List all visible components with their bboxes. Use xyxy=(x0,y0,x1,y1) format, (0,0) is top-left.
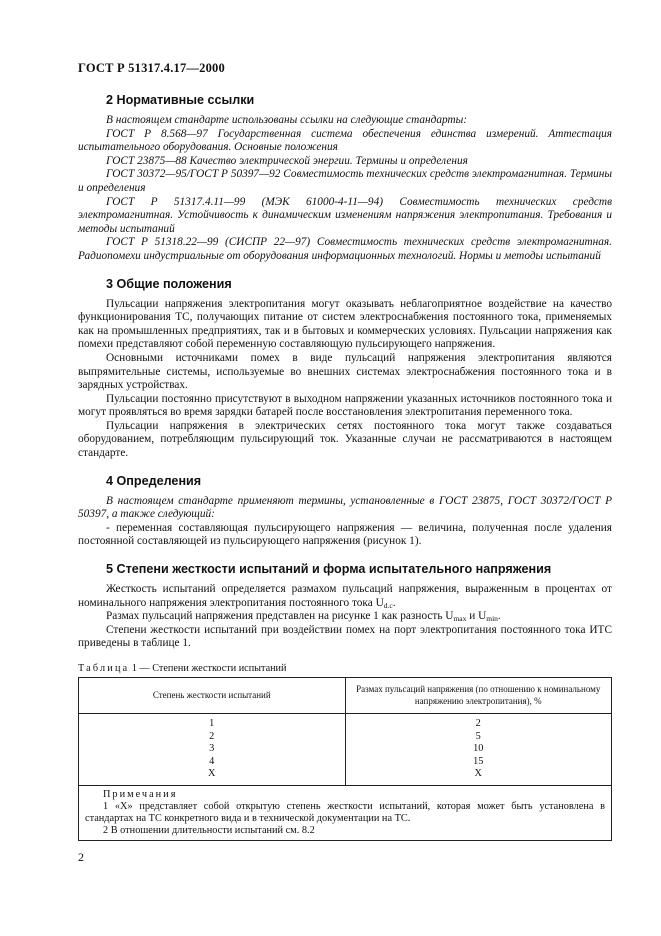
section-5-paragraph-3: Степени жесткости испытаний при воздействии помех на порт электропитания постоянного тока ИТС приведены в таблице 1. xyxy=(78,623,612,650)
table-notes: Примечания 1 «X» представляет собой открытую степень жесткости испытаний, которая может быть установлена в стандартах на ТС конкретного вида и в технической документации на ТС. 2 В отношении длительности испытаний см. 8.2 xyxy=(79,785,612,840)
section-4-intro: В настоящем стандарте применяют термины, установленные в ГОСТ 23875, ГОСТ 30372/ГОСТ Р 50397, а также следующий: xyxy=(78,494,612,521)
document-body xyxy=(78,92,612,841)
section-5-paragraph-2: Размах пульсаций напряжения представлен на рисунке 1 как разность $U_{max}$ и $U_{min}$. xyxy=(106,610,501,624)
reference-item: ГОСТ 30372—95/ГОСТ Р 50397—92 Совместимость технических средств электромагнитная. Термины и определения xyxy=(78,168,612,194)
table-row xyxy=(79,714,612,786)
section-3-paragraph: Пульсации постоянно присутствуют в выходном напряжении указанных источников постоянного тока и могут проявляться во время зарядки батарей после восстановления электропитания переменного тока. xyxy=(78,392,612,419)
table-note: 1 «X» представляет собой открытую степень жесткости испытаний, которая может быть установлена в стандартах на ТС конкретного вида и в технической документации на ТС. xyxy=(85,800,605,824)
value-cell: 2 5 10 15 X xyxy=(345,714,612,786)
reference-item: ГОСТ Р 51317.4.11—99 (МЭК 61000-4-11—94) Совместимость технических средств электромагнитная. Устойчивость к динамическим изменениям напряжения электропитания. Требования и методы испытаний xyxy=(78,195,612,235)
document-header: ГОСТ Р 51317.4.17—2000 xyxy=(78,61,225,75)
section-3-paragraph: Пульсации напряжения электропитания могут оказывать неблагоприятное воздействие на качество функционирования ТС, получающих питание от систем электроснабжения постоянного тока, применяемых как на промышленных предприятиях, так и в бытовых и коммерческих условиях. Пульсации напряжения как помехи представляют собой переменную составляющую пульсирующего напряжения. xyxy=(78,297,612,351)
section-3-paragraph: Основными источниками помех в виде пульсаций напряжения электропитания являются выпрямительные системы, используемые во внешних системах электроснабжения постоянного тока и в зарядных устройствах. xyxy=(78,351,612,392)
severity-levels-table xyxy=(78,677,612,841)
section-2-intro: В настоящем стандарте использованы ссылки на следующие стандарты: xyxy=(106,114,468,126)
section-4-heading: 4 Определения xyxy=(106,473,202,488)
reference-item: ГОСТ Р 8.568—97 Государственная система обеспечения единства измерений. Аттестация испытательного оборудования. Основные положения xyxy=(78,127,612,154)
reference-item: ГОСТ 23875—88 Качество электрической энергии. Термины и определения xyxy=(106,154,468,167)
section-5-paragraph-1: Жесткость испытаний определяется размахом пульсаций напряжения, выраженным в процентах от номинального напряжения электропитания постоянного тока $U_{d.c}$. xyxy=(78,583,612,610)
section-3-heading: 3 Общие положения xyxy=(106,276,232,291)
section-2-heading: 2 Нормативные ссылки xyxy=(106,93,255,107)
table-notes-row xyxy=(79,785,612,840)
table-header-level: Степень жесткости испытаний xyxy=(79,678,346,714)
page-number: 2 xyxy=(78,850,84,864)
level-cell: 1 2 3 4 X xyxy=(79,714,346,786)
reference-item: ГОСТ Р 51318.22—99 (СИСПР 22—97) Совместимость технических средств электромагнитная. Радиопомехи индустриальные от оборудования информационных технологий. Нормы и методы испытаний xyxy=(78,236,612,262)
table-note: 2 В отношении длительности испытаний см. 8.2 xyxy=(103,824,315,836)
table-caption: Таблица 1 — Степени жесткости испытаний xyxy=(78,663,287,674)
section-4-definition: - переменная составляющая пульсирующего напряжения — величина, полученная после удаления постоянной составляющей из пульсирующего напряжения (рисунок 1). xyxy=(78,521,612,548)
section-5-heading: 5 Степени жесткости испытаний и форма испытательного напряжения xyxy=(106,562,552,577)
section-3-paragraph: Пульсации напряжения в электрических сетях постоянного тока могут также создаваться оборудованием, потребляющим пульсирующий ток. Указанные случаи не рассматриваются в настоящем стандарте. xyxy=(78,419,612,460)
table-header-ripple: Размах пульсаций напряжения (по отношению к номинальному напряжению электропитания), % xyxy=(345,678,612,714)
